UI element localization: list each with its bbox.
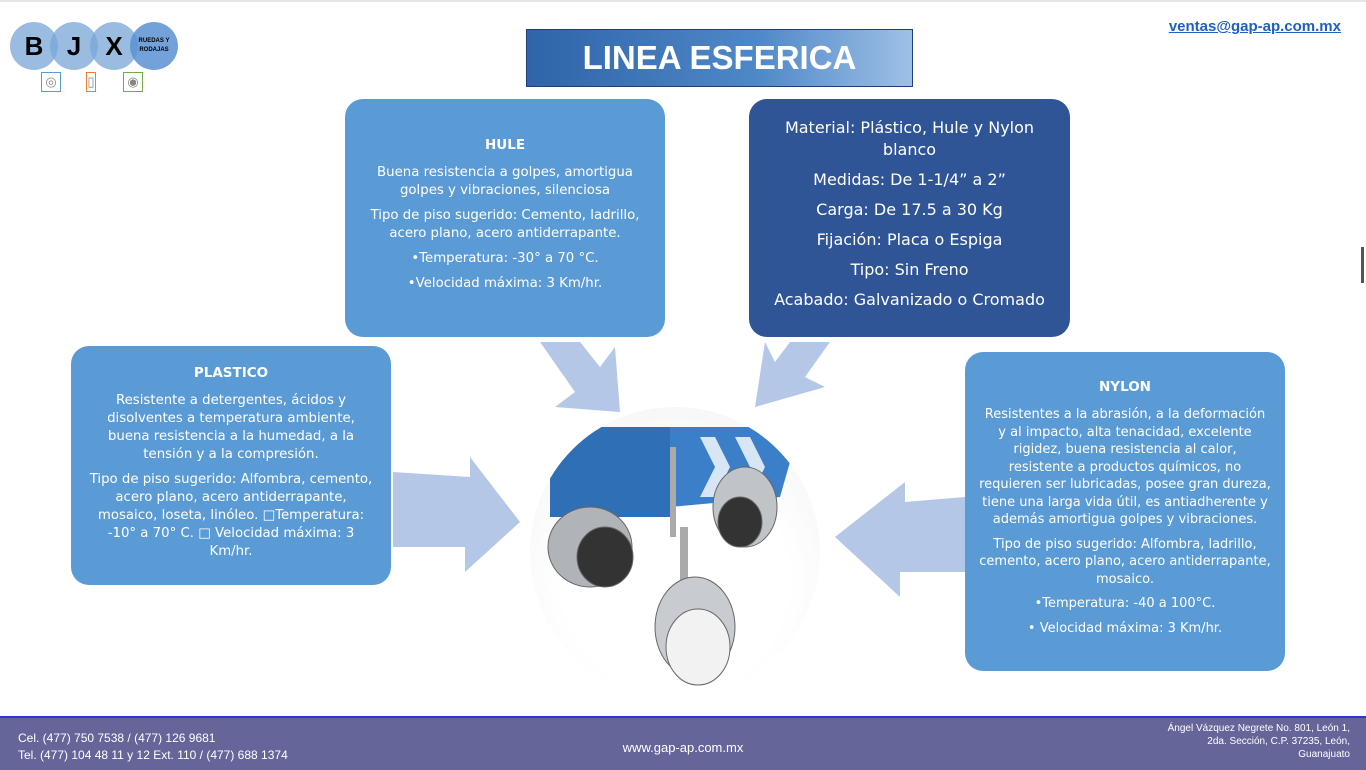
logo-letter: J <box>50 22 98 70</box>
hule-text: •Velocidad máxima: 3 Km/hr. <box>407 276 603 291</box>
caster-wheel <box>548 507 633 587</box>
nylon-text: •Temperatura: -40 a 100°C. <box>1034 596 1216 612</box>
plastico-card <box>71 346 391 585</box>
nylon-title: NYLON <box>1099 378 1151 395</box>
caster-product-image <box>530 407 820 697</box>
scrollbar-thumb[interactable] <box>1361 247 1364 283</box>
spec-carga: Carga: De 17.5 a 30 Kg <box>816 200 1003 219</box>
plastico-text: Tipo de piso sugerido: Alfombra, cemento, acero plano, acero antiderrapante, mosaico, loseta, linóleo. □Temperatura: -10° a 70° C. □ Velocidad máxima: 3 Km/hr. <box>89 471 373 559</box>
address-line: Guanajuato <box>1298 749 1350 760</box>
logo-tagline: RUEDAS Y RODAJAS <box>130 22 178 70</box>
hule-title: HULE <box>484 137 526 153</box>
swivel-caster-icon: ◉ <box>123 72 143 92</box>
caster-wheel <box>713 467 777 547</box>
footer <box>0 716 1366 770</box>
hule-text: Buena resistencia a golpes, amortigua golpes y vibraciones, silenciosa <box>377 165 633 198</box>
spec-medidas: Medidas: De 1-1/4” a 2” <box>813 170 1006 189</box>
address-line: 2da. Sección, C.P. 37235, León, <box>1207 736 1350 747</box>
caster-wheel <box>655 577 735 685</box>
page-title: LINEA ESFERICA <box>526 29 913 87</box>
specs-card <box>749 99 1070 337</box>
telephone: Tel. (477) 104 48 11 y 12 Ext. 110 / (477) 688 1374 <box>18 748 288 762</box>
plastico-text: Resistente a detergentes, ácidos y disolventes a temperatura ambiente, buena resistencia a la humedad, a la tensión y a la compresión. <box>107 392 355 462</box>
logo-letter: B <box>10 22 58 70</box>
nylon-card <box>965 352 1285 671</box>
arrow-specs <box>755 342 830 407</box>
hule-card <box>345 99 665 337</box>
arrow-plastico <box>393 457 520 572</box>
email-link[interactable]: ventas@gap-ap.com.mx <box>1168 18 1341 35</box>
spec-acabado: Acabado: Galvanizado o Cromado <box>774 290 1045 309</box>
hule-text: •Temperatura: -30° a 70 °C. <box>411 251 599 266</box>
nylon-text: Resistentes a la abrasión, a la deformación y al impacto, alta tenacidad, excelente rigidez, buena resistencia al calor, resistente a productos químicos, no requieren ser lubricadas, posee gran dureza, tiene una larga vida útil, es antiadherente y además amortigua golpes y vibraciones. <box>979 407 1271 528</box>
spec-fijacion: Fijación: Placa o Espiga <box>816 230 1003 249</box>
fixed-caster-icon: ◎ <box>41 72 61 92</box>
spec-material: Material: Plástico, Hule y Nylon blanco <box>784 118 1035 159</box>
nylon-text: Tipo de piso sugerido: Alfombra, ladrillo, cemento, acero plano, acero antiderrapante, mosaico. <box>979 536 1271 587</box>
plastico-title: PLASTICO <box>193 364 269 381</box>
spec-tipo: Tipo: Sin Freno <box>850 260 969 279</box>
hule-text: Tipo de piso sugerido: Cemento, ladrillo, acero plano, acero antiderrapante. <box>370 208 640 241</box>
address-line: Ángel Vázquez Negrete No. 801, León 1, <box>1167 723 1350 734</box>
cell-phone: Cel. (477) 750 7538 / (477) 126 9681 <box>18 731 216 745</box>
logo-letter: X <box>90 22 138 70</box>
website-link[interactable]: www.gap-ap.com.mx <box>622 740 744 755</box>
nylon-text: • Velocidad máxima: 3 Km/hr. <box>1027 620 1223 636</box>
arrow-hule <box>540 342 620 412</box>
arrow-nylon <box>835 482 965 597</box>
wheel-side-icon: ▯ <box>86 72 96 92</box>
